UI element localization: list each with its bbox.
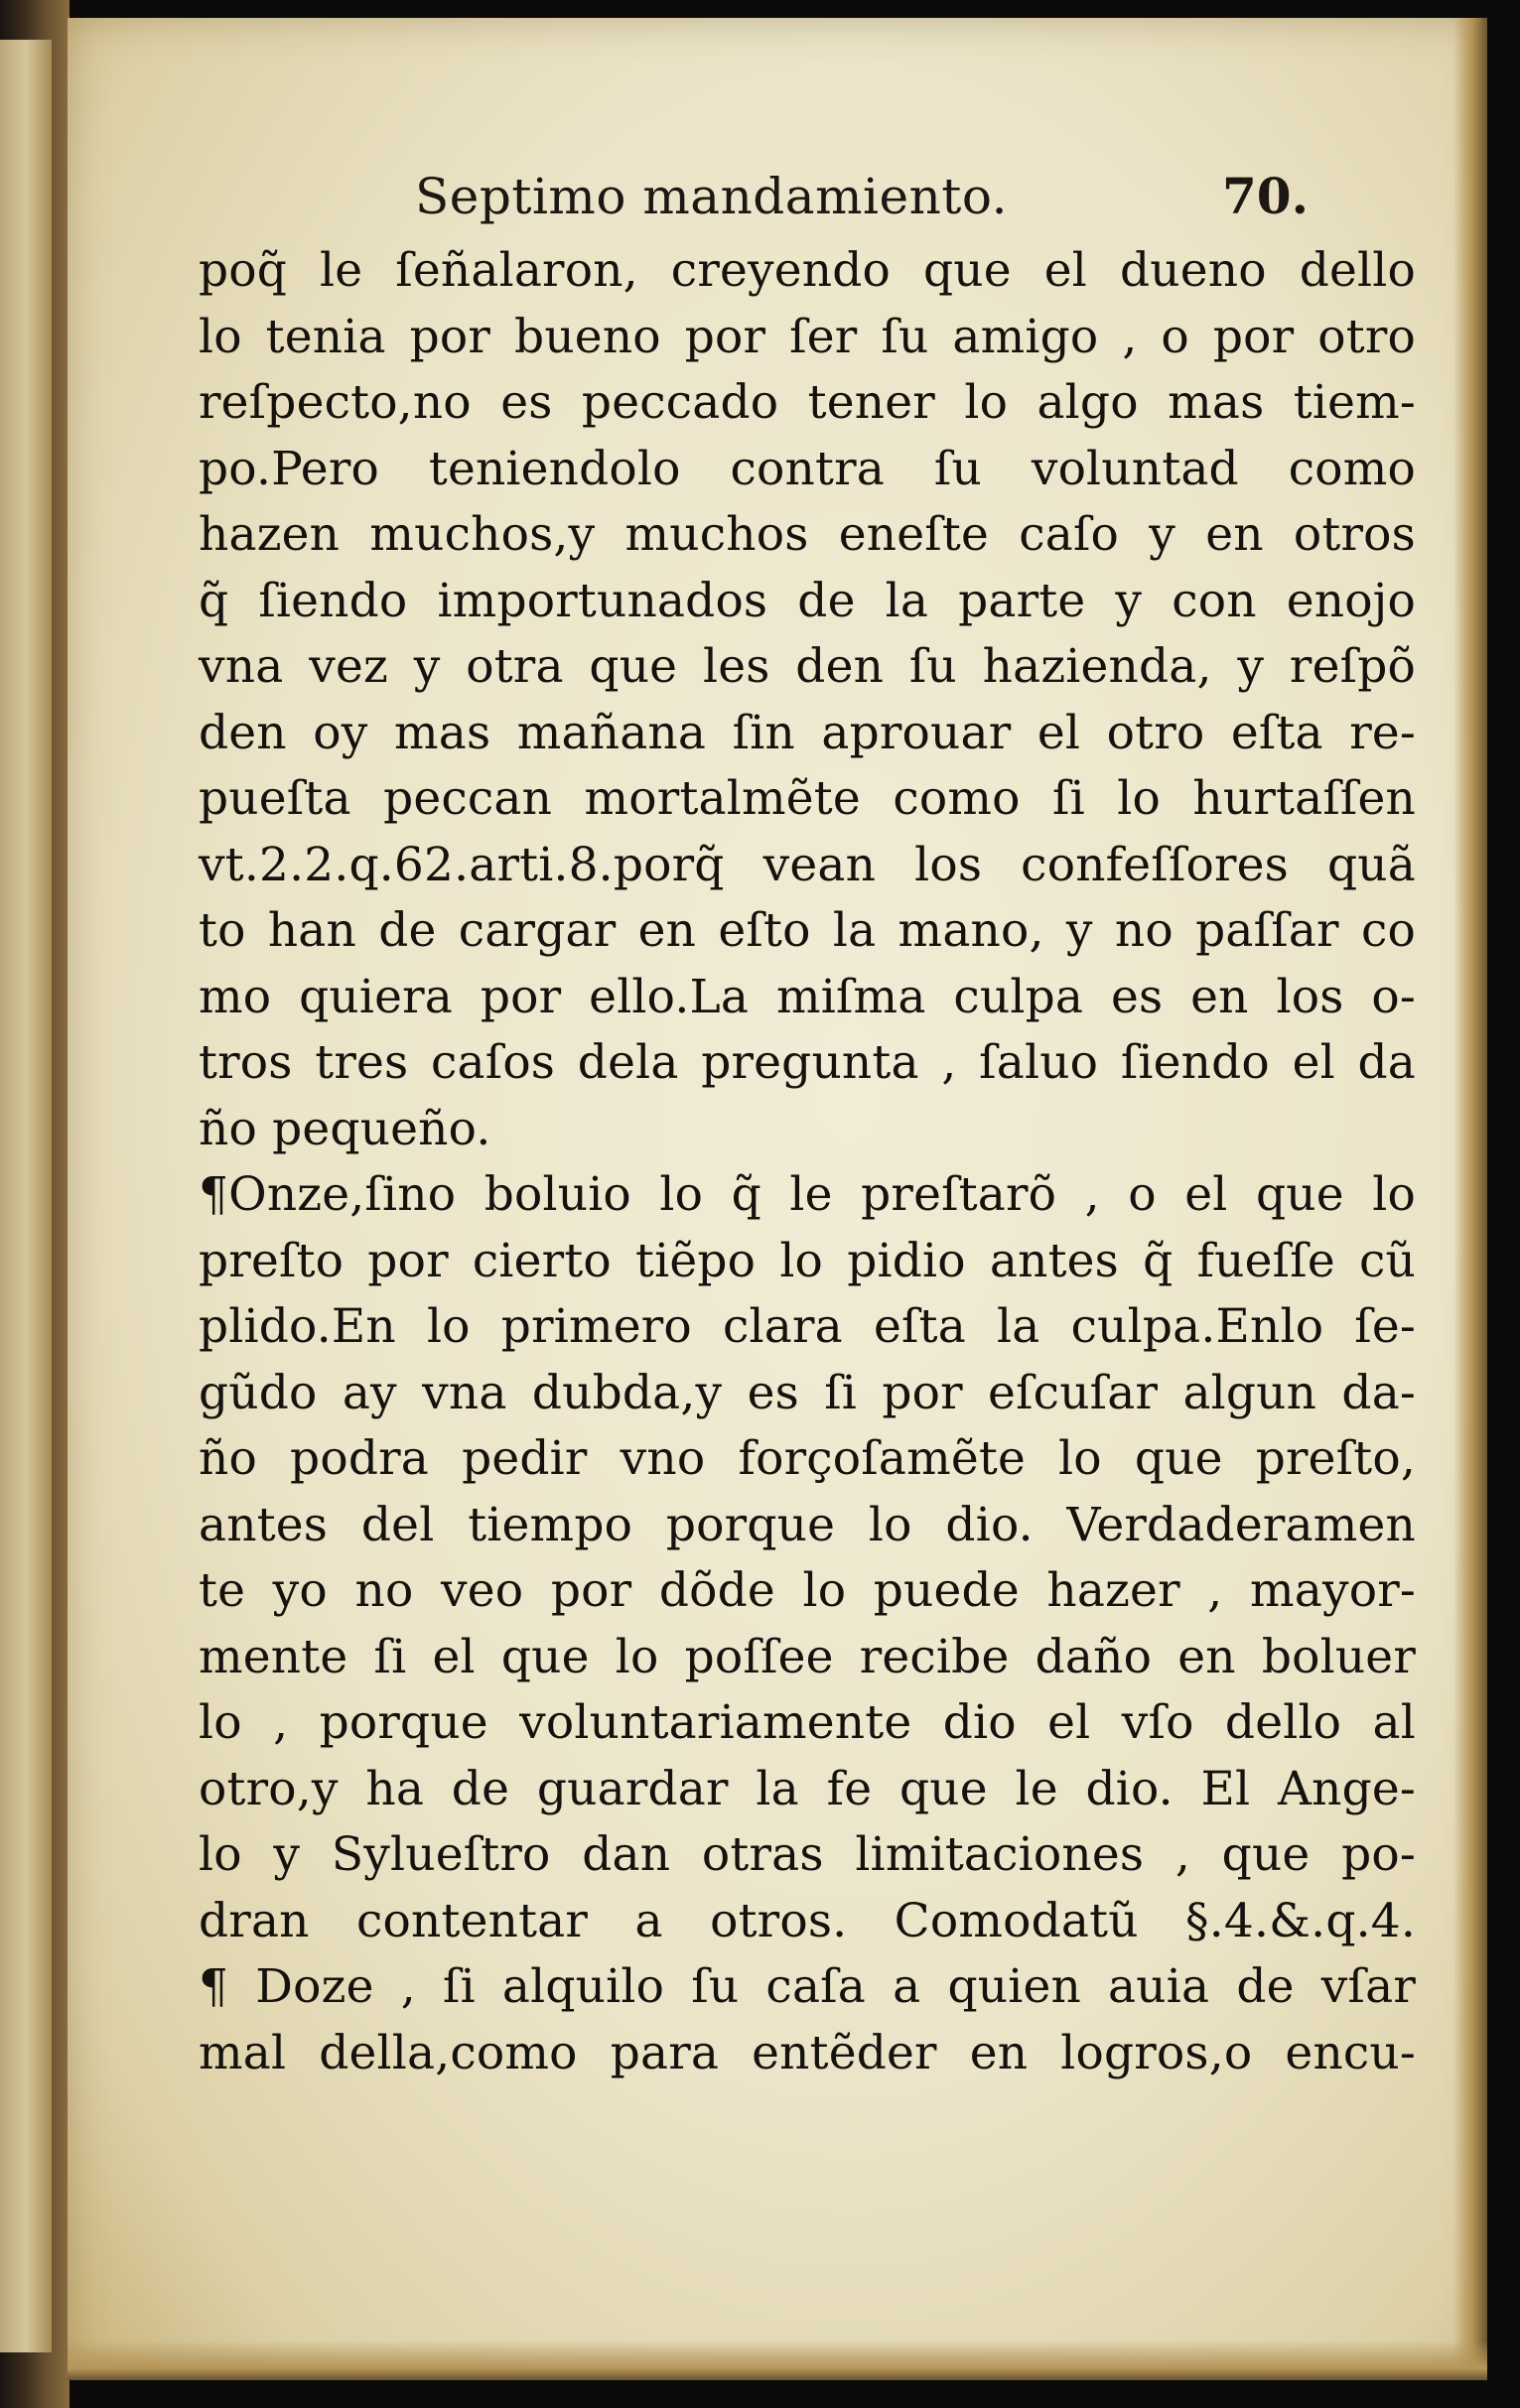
text-line: mal della,como para entẽder en logros,o encu- (199, 2025, 1416, 2080)
book-page (68, 18, 1487, 2380)
text-line: tros tres caſos dela pregunta , ſaluo ſiendo el da (199, 1035, 1416, 1090)
body-text (199, 238, 1416, 2086)
text-line: preſto por cierto tiẽpo lo pidio antes q̃ fueſſe cũ (199, 1233, 1416, 1288)
text-line: to han de cargar en eſto la mano, y no paſſar co (199, 903, 1416, 958)
paragraph-start-line: ¶Onze,ſino boluio lo q̃ le preſtarõ , o el que lo (199, 1167, 1416, 1222)
paragraph-start-line: ¶ Doze , ſi alquilo ſu caſa a quien auia de vſar (199, 1959, 1416, 2014)
text-line: te yo no veo por dõde lo puede hazer , mayor- (199, 1563, 1416, 1618)
text-line: mente ſi el que lo poſſee recibe daño en boluer (199, 1629, 1416, 1684)
text-line: gũdo ay vna dubda,y es ſi por eſcuſar algun da- (199, 1365, 1416, 1420)
text-line: lo tenia por bueno por ſer ſu amigo , o por otro (199, 309, 1416, 364)
text-line: otro,y ha de guardar la fe que le dio. El Ange- (199, 1761, 1416, 1816)
text-line: hazen muchos,y muchos eneſte caſo y en otros (199, 507, 1416, 562)
text-line: dran contentar a otros. Comodatũ §.4.&.q.4. (199, 1893, 1416, 1948)
text-line: ño podra pedir vno forçoſamẽte lo que preſto, (199, 1431, 1416, 1486)
text-line: lo , porque voluntariamente dio el vſo dello al (199, 1695, 1416, 1750)
folio-number: 70. (1222, 167, 1309, 225)
text-line: ño pequeño. (199, 1101, 491, 1156)
text-line: reſpecto,no es peccado tener lo algo mas tiem- (199, 375, 1416, 430)
text-line: vna vez y otra que les den ſu hazienda, y reſpõ (199, 639, 1416, 694)
text-line: poq̃ le ſeñalaron, creyendo que el dueno dello (199, 243, 1416, 298)
text-line: lo y Sylueſtro dan otras limitaciones , que po- (199, 1827, 1416, 1882)
page-header (415, 162, 1309, 231)
text-line: antes del tiempo porque lo dio. Verdaderamen (199, 1497, 1416, 1552)
running-title: Septimo mandamiento. (415, 168, 1008, 225)
text-line: plido.En lo primero clara eſta la culpa.Enlo ſe- (199, 1299, 1416, 1354)
text-line: pueſta peccan mortalmẽte como ſi lo hurtaſſen (199, 771, 1416, 826)
text-line: vt.2.2.q.62.arti.8.porq̃ vean los confeſſores quã (199, 837, 1416, 892)
text-line: po.Pero teniendolo contra ſu voluntad como (199, 441, 1416, 496)
text-line: mo quiera por ello.La miſma culpa es en los o- (199, 969, 1416, 1024)
text-line: den oy mas mañana ſin aprouar el otro eſta re- (199, 705, 1416, 760)
page-fore-edge (1453, 18, 1487, 2380)
facing-page-edge (0, 40, 52, 2352)
page-bottom-edge (68, 2341, 1487, 2380)
text-line: q̃ ſiendo importunados de la parte y con enojo (199, 573, 1416, 628)
